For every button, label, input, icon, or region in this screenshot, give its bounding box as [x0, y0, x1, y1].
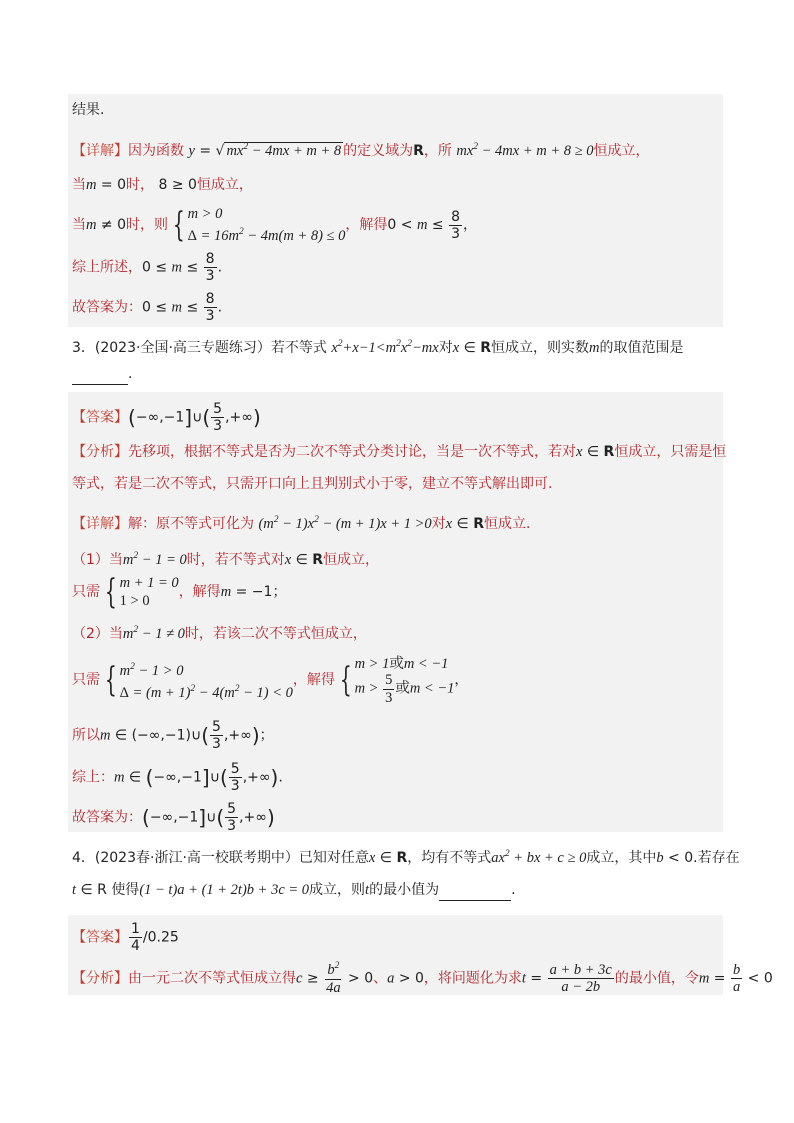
q3-detail-text-b: 对 [431, 516, 446, 532]
detail-tag: 【详解】 [72, 143, 128, 159]
q3-case2-condition: 只需 { $m^2 - 1 > 0$ $\Delta = (m + 1)^2 - 4(m^2 - 1) < 0$ ，解得 { m > 1或m < −1 m > $\frac{5}{3}$ 或m < −1 ， [72, 656, 469, 706]
answer-line-p1: 故答案为：0 ≤ m ≤ $\frac{8}{3}$ . [72, 291, 223, 324]
q3-case1-text-c: 恒成立， [323, 552, 380, 568]
q3-tail2: 的取值范围是 [599, 340, 684, 356]
q3-analysis-tag: 【分析】 [72, 444, 128, 460]
q4-answer-tag: 【答案】 [72, 929, 128, 946]
detail-text-4: 恒成立， [593, 143, 650, 159]
q4-mid: ，均有不等式 [407, 850, 492, 866]
q3-or-1: 或 [389, 656, 404, 672]
q3-case2-text-a: （2）当 [72, 626, 123, 642]
q3-so: 所以m ∈ (−∞,−1)∪( $\frac{5}{3}$ ,+∞)； [72, 719, 274, 752]
case2-text-c: ，解得 [345, 217, 388, 233]
q3-or-2: 或 [395, 680, 410, 697]
q3-only-need-2: 只需 [72, 672, 100, 688]
question-4-line2: t ∈ R 使得(1 − t)a + (1 + 2t)b + 3c = 0成立，则t的最小值为 . [72, 880, 516, 901]
q3-detail-tag: 【详解】 [72, 516, 128, 532]
detail-line: 【详解】因为函数 y = √ $mx^2 - 4mx + m + 8$ 的定义域为R，所 $mx^2 - 4mx + m + 8 \ge 0$恒成立， [72, 142, 650, 159]
q3-semicolon: ； [259, 727, 274, 744]
q4-analysis: 【分析】由一元二次不等式恒成立得c ≥ $\frac{b^2}{4a}$ > 0、a > 0，将问题化为求t = $\frac{a + b + 3c}{a - 2b}$ 的最小值，令m = $\frac{b}{a}$ < 0 [72, 961, 773, 996]
q4-line2-a: 使得 [111, 882, 140, 898]
case1-text-b: 时， [126, 177, 155, 193]
q3-detail-text-c: 恒成立. [483, 516, 531, 532]
case1-text-c: 恒成立， [196, 177, 253, 193]
case2-text-b: 时，则 [126, 217, 169, 233]
q4-mid3: .若存在 [693, 850, 740, 866]
detail-text-2: 的定义域为 [343, 143, 414, 159]
q3-solve: ，解得 [178, 584, 221, 600]
q3-final-answer: 故答案为：(−∞,−1]∪( $\frac{5}{3}$ ,+∞) [72, 801, 275, 834]
q3-detail: 【详解】解：原不等式可化为 $(m^2 - 1)x^2 - (m + 1)x + 1 >0$对x ∈ R恒成立. [72, 515, 531, 532]
q3-case1-condition: 只需 { m + 1 = 0 1 > 0 ，解得m = −1； [72, 572, 287, 612]
question-4: 4．(2023春·浙江·高一校联考期中）已知对任意x ∈ R，均有不等式$ax^2$ + bx + c ≥ 0成立，其中b < 0.若存在 [72, 849, 740, 866]
q3-analysis-text-1a: 先移项，根据不等式是否为二次不等式分类讨论，当是一次不等式，若对 [128, 444, 576, 460]
q4-head: 4．(2023春·浙江·高一校联考期中）已知对任意 [72, 850, 369, 866]
q3-case1-text-b: 时，若不等式对 [186, 552, 285, 568]
q4-mid2: 成立，其中 [586, 850, 657, 866]
q3-summary: 综上：m ∈ (−∞,−1]∪( $\frac{5}{3}$ ,+∞). [72, 761, 283, 794]
q4-line2-c: 的最小值为 [369, 882, 440, 898]
q3-answer-text: 故答案为： [72, 809, 142, 826]
q3-answer: 【答案】(−∞,−1]∪( $\frac{5}{3}$ ,+∞) [72, 401, 261, 434]
q3-analysis-2 [72, 474, 552, 494]
q4-answer: 【答案】 $\frac{1}{4}$ /0.25 [72, 921, 179, 954]
q3-case2-text-b: 时，若该二次不等式恒成立， [184, 626, 367, 642]
case-m-zero: 当m = 0时， 8 ≥ 0恒成立， [72, 177, 253, 193]
q3-answer-blank: . [72, 364, 132, 385]
q3-so-text: 所以 [72, 727, 100, 744]
q3-analysis-text-2: 等式，若是二次不等式，只需开口向上且判别式小于零，建立不等式解出即可. [72, 476, 553, 492]
detail-text: 因为函数 [128, 143, 184, 159]
q4-analysis-tag: 【分析】 [72, 970, 128, 987]
case-m-nonzero: 当m ≠ 0时，则 { m > 0 $\Delta = 16m^2 - 4m(m + 8) \le 0$ ，解得0 < m ≤ $\frac{8}{3}$ ， [72, 205, 477, 245]
question-3: 3．(2023·全国·高三专题练习）若不等式 $x^2+x-1<m^2x^2-mx$对x ∈ R恒成立，则实数m的取值范围是 [72, 339, 684, 356]
summary-line: 综上所述，0 ≤ m ≤ $\frac{8}{3}$ . [72, 251, 223, 284]
case1-text-a: 当 [72, 177, 86, 193]
q3-case2: （2）当$m^2 - 1 \ne 0$时，若该二次不等式恒成立， [72, 625, 367, 642]
q3-detail-text-a: 解：原不等式可化为 [128, 516, 254, 532]
q3-summary-text: 综上： [72, 769, 114, 786]
q4-analysis-text-c: ，将问题化为求 [423, 970, 522, 987]
answer-text-p1: 故答案为： [72, 299, 142, 316]
q4-answer-alt: /0.25 [142, 929, 179, 946]
q3-analysis-text-1b: 恒成立，只需是恒 [614, 444, 727, 460]
case2-text-a: 当 [72, 217, 86, 233]
q3-case1: （1）当$m^2 - 1 = 0$时，若不等式对x ∈ R恒成立， [72, 551, 380, 568]
q4-analysis-text-b: 、 [373, 970, 388, 987]
q3-analysis-1: 【分析】先移项，根据不等式是否为二次不等式分类讨论，当是一次不等式，若对x ∈ R恒成立，只需是恒 [72, 444, 727, 460]
detail-text-3: ，所 [423, 143, 452, 159]
summary-text: 综上所述， [72, 259, 142, 276]
q4-analysis-text-a: 由一元二次不等式恒成立得 [128, 970, 296, 987]
result-line: 结果. [72, 102, 105, 118]
q4-analysis-text-d: 的最小值，令 [614, 970, 699, 987]
q3-case1-text-a: （1）当 [72, 552, 123, 568]
q3-head: 3．(2023·全国·高三专题练习）若不等式 [72, 340, 327, 356]
q3-mid: 对 [438, 340, 453, 356]
q3-solve2: ，解得 [292, 672, 335, 688]
q3-tail: 恒成立，则实数 [491, 340, 590, 356]
q3-only-need: 只需 [72, 584, 100, 600]
q4-line2-b: 成立，则 [309, 882, 366, 898]
q3-answer-tag: 【答案】 [72, 409, 128, 426]
